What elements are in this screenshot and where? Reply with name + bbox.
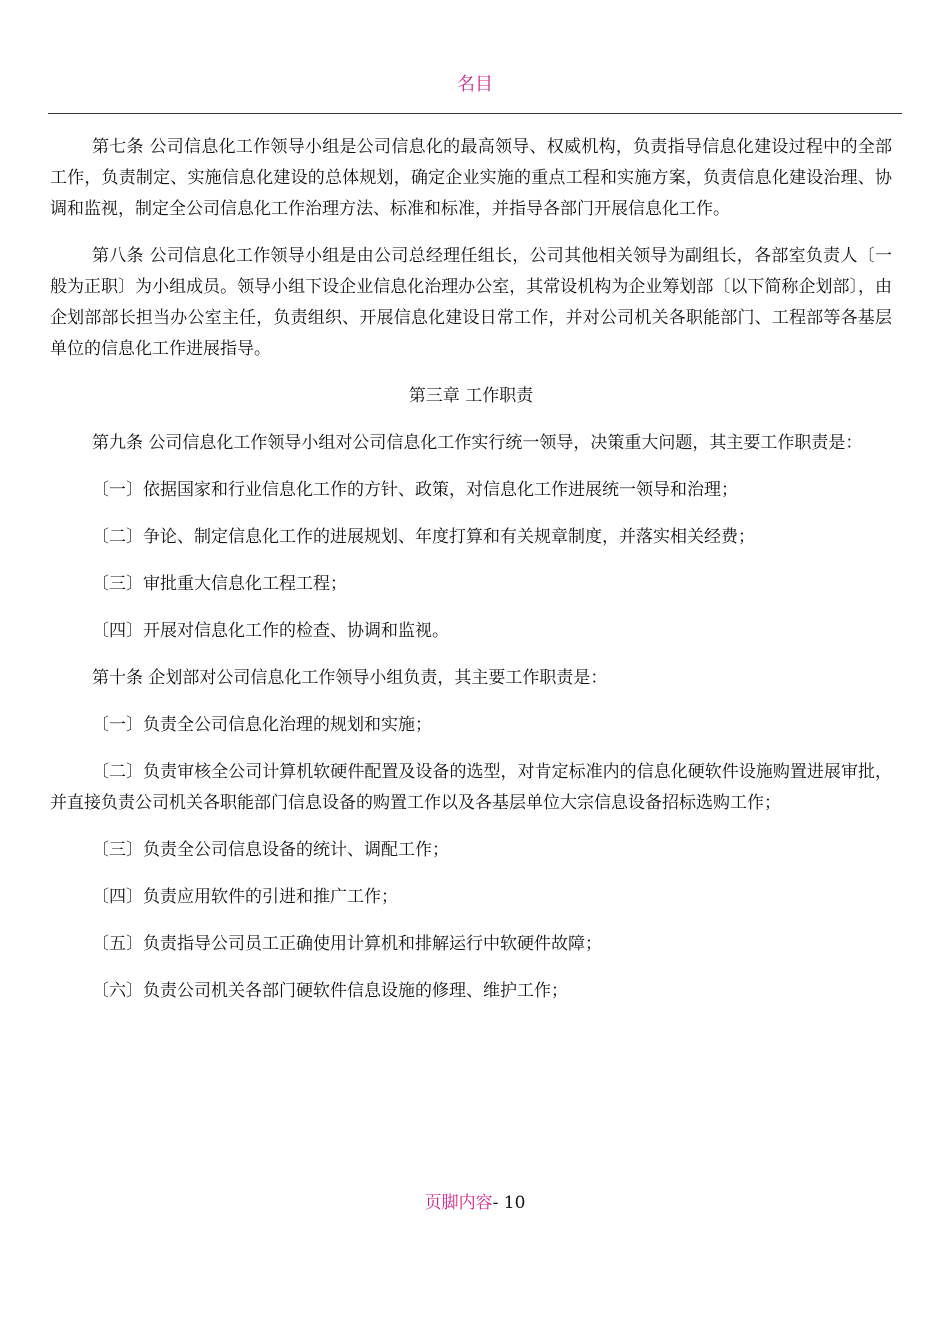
article-8: 第八条 公司信息化工作领导小组是由公司总经理任组长，公司其他相关领导为副组长，各部室负责人〔一般为正职〕为小组成员。领导小组下设企业信息化治理办公室，其常设机构为企业筹划部〔以下简称企划部〕，由企划部部长担当办公室主任，负责组织、开展信息化建设日常工作，并对公司机关各职能部门、工程部等各基层单位的信息化工作进展指导。 bbox=[50, 246, 892, 359]
page-number: - 10 bbox=[492, 1193, 526, 1213]
article-7: 第七条 公司信息化工作领导小组是公司信息化的最高领导、权威机构，负责指导信息化建设过程中的全部工作，负责制定、实施信息化建设的总体规划，确定企业实施的重点工程和实施方案，负责信息化建设治理、协调和监视，制定全公司信息化工作治理方法、标准和标准，并指导各部门开展信息化工作。 bbox=[50, 137, 892, 219]
article-10-item-2: 〔二〕负责审核全公司计算机软硬件配置及设备的选型，对肯定标准内的信息化硬软件设施购置进展审批，并直接负责公司机关各职能部门信息设备的购置工作以及各基层单位大宗信息设备招标选购工作； bbox=[50, 762, 892, 813]
header-divider bbox=[48, 113, 902, 114]
article-9-item-4: 〔四〕开展对信息化工作的检查、协调和监视。 bbox=[92, 621, 449, 641]
footer-label: 页脚内容 bbox=[424, 1193, 493, 1213]
article-10: 第十条 企划部对公司信息化工作领导小组负责，其主要工作职责是： bbox=[92, 668, 608, 688]
article-9-item-2: 〔二〕争论、制定信息化工作的进展规划、年度打算和有关规章制度，并落实相关经费； bbox=[92, 527, 755, 547]
article-10-item-4: 〔四〕负责应用软件的引进和推广工作； bbox=[92, 887, 398, 907]
article-10-item-5: 〔五〕负责指导公司员工正确使用计算机和排解运行中软硬件故障； bbox=[92, 934, 602, 954]
page-header: 名目 bbox=[457, 74, 493, 95]
article-9-item-1: 〔一〕依据国家和行业信息化工作的方针、政策，对信息化工作进展统一领导和治理； bbox=[92, 480, 738, 500]
article-10-item-3: 〔三〕负责全公司信息设备的统计、调配工作； bbox=[92, 840, 449, 860]
article-10-item-6: 〔六〕负责公司机关各部门硬软件信息设施的修理、维护工作； bbox=[92, 981, 568, 1001]
article-9: 第九条 公司信息化工作领导小组对公司信息化工作实行统一领导，决策重大问题，其主要工作职责是： bbox=[92, 433, 863, 453]
chapter-heading: 第三章 工作职责 bbox=[408, 386, 534, 406]
document-body bbox=[50, 132, 892, 1023]
page-footer bbox=[0, 1188, 950, 1213]
article-10-item-1: 〔一〕负责全公司信息化治理的规划和实施； bbox=[92, 715, 432, 735]
article-9-item-3: 〔三〕审批重大信息化工程工程； bbox=[92, 574, 347, 594]
